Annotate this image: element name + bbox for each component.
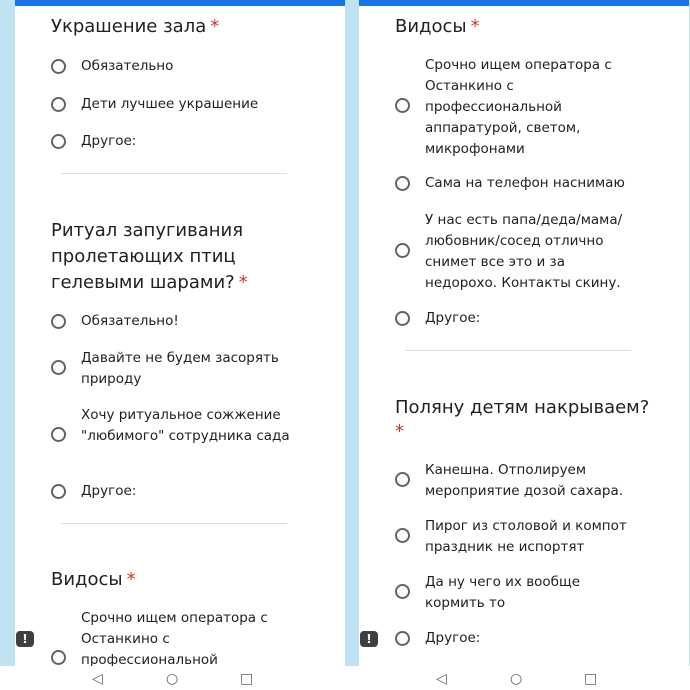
question-title-decoration: Украшение зала * (51, 16, 220, 37)
option-label: Обязательно! (81, 313, 179, 329)
radio-button[interactable] (51, 134, 66, 149)
option-label: Канешна. Отполируем мероприятие дозой сахара. (425, 462, 624, 499)
required-asterisk: * (395, 421, 404, 442)
form-top-accent-bar (359, 0, 689, 6)
option-label: Обязательно (81, 58, 174, 74)
option-label: Другое: (425, 310, 481, 326)
radio-button[interactable] (51, 484, 66, 499)
radio-button[interactable] (51, 97, 66, 112)
radio-button[interactable] (51, 360, 66, 375)
option-label: Срочно ищем оператора с Останкино с профессиональной аппаратурой, светом, микрофонами (425, 57, 612, 157)
option-label: Другое: (81, 483, 137, 499)
radio-button[interactable] (395, 631, 410, 646)
question-title-food: Поляну детям накрываем? (395, 397, 650, 418)
required-asterisk: * (126, 569, 136, 590)
question-title-videos: Видосы * (51, 569, 136, 590)
radio-button[interactable] (395, 528, 410, 543)
question-title-balloons: Ритуал запугивания пролетающих птиц гелевыми шарами? * (51, 220, 248, 293)
option-label: Срочно ищем оператора с Останкино с профессиональной (81, 610, 268, 666)
option-label: Хочу ритуальное сожжение "любимого" сотрудника сада (81, 407, 290, 444)
option-label: Сама на телефон наснимаю (425, 175, 625, 191)
radio-button[interactable] (51, 314, 66, 329)
android-navigation-bar (0, 666, 690, 690)
back-icon[interactable]: ◁ (436, 671, 447, 687)
radio-button[interactable] (51, 427, 66, 442)
option-label: У нас есть папа/деда/мама/любовник/сосед отлично снимет все это и за недорохо. Контакты скину. (425, 212, 623, 291)
option-label: Да ну чего их вообще кормить то (425, 574, 581, 611)
recents-icon[interactable]: □ (240, 671, 254, 687)
radio-button[interactable] (395, 584, 410, 599)
radio-button[interactable] (395, 311, 410, 326)
question-title-videos: Видосы * (395, 16, 480, 37)
alert-icon[interactable]: ! (360, 631, 378, 647)
option-label: Другое: (81, 133, 137, 149)
other-input-underline (61, 523, 287, 524)
home-icon[interactable]: ○ (510, 671, 523, 687)
required-asterisk: * (238, 272, 248, 293)
radio-button[interactable] (395, 243, 410, 258)
other-input-underline (61, 173, 287, 174)
home-icon[interactable]: ○ (166, 671, 179, 687)
back-icon[interactable]: ◁ (92, 671, 103, 687)
option-label: Другое: (425, 630, 481, 646)
radio-button[interactable] (395, 98, 410, 113)
required-asterisk: * (210, 16, 220, 37)
required-asterisk: * (470, 16, 480, 37)
form-top-accent-bar (15, 0, 345, 6)
option-label: Дети лучшее украшение (81, 96, 259, 112)
radio-button[interactable] (51, 650, 66, 665)
radio-button[interactable] (395, 176, 410, 191)
radio-button[interactable] (395, 472, 410, 487)
radio-button[interactable] (51, 59, 66, 74)
left-form-panel (15, 0, 345, 666)
other-input-underline (405, 350, 631, 351)
option-label: Давайте не будем засорять природу (81, 350, 279, 387)
alert-icon[interactable]: ! (16, 631, 34, 647)
right-form-panel (359, 0, 689, 666)
option-label: Пирог из столовой и компот праздник не испортят (425, 518, 627, 555)
recents-icon[interactable]: □ (584, 671, 598, 687)
